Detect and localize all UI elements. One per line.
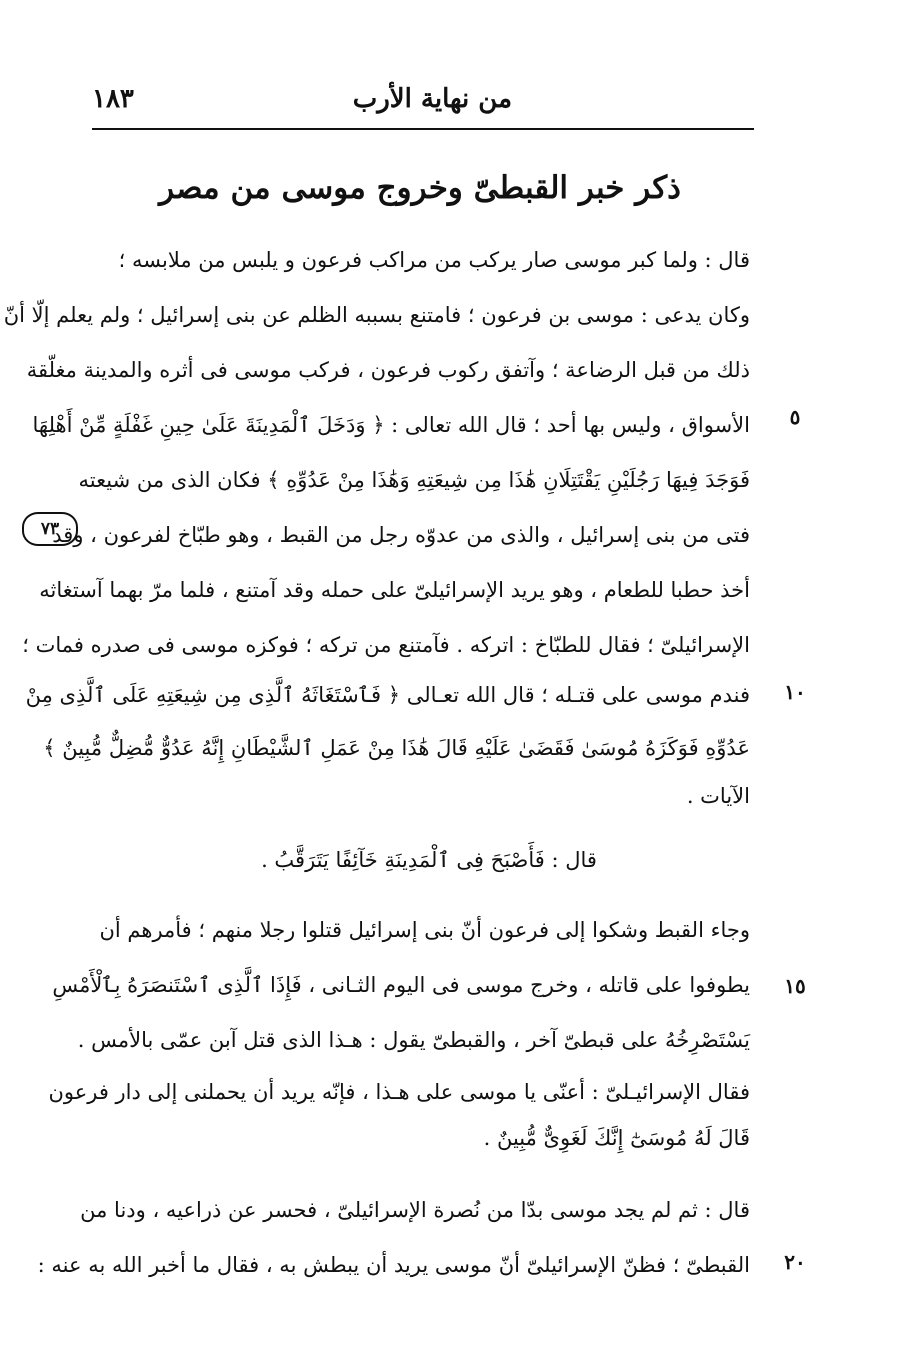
- text-line: يطوفوا على قاتله ، وخرج موسى فى اليوم الثـانى ، فَإِذَا ٱلَّذِى ٱسْتَنصَرَهُ بِٱلْأَمْسِ: [52, 973, 750, 997]
- text-line: أخذ حطبا للطعام ، وهو يريد الإسرائيلىّ على حمله وقد آمتنع ، فلما مرّ بهما آستغاثه: [39, 578, 750, 602]
- line-number-20: ٢٠: [784, 1250, 806, 1274]
- text-line: فقال الإسرائيـلىّ : أعنّى يا موسى على هـذا ، فإنّه يريد أن يحملنى إلى دار فرعون: [48, 1080, 750, 1104]
- text-line: الإسرائيلىّ ؛ فقال للطبّاخ : اتركه . فآمتنع من تركه ؛ فوكزه موسى فى صدره فمات ؛: [22, 633, 750, 657]
- margin-seal: ٧٣: [22, 512, 78, 546]
- line-number-5: ٥: [789, 405, 801, 429]
- text-line: الآيات .: [686, 784, 750, 808]
- chapter-title: ذكر خبر القبطىّ وخروج موسى من مصر: [159, 170, 681, 206]
- line-number-10: ١٠: [784, 680, 806, 704]
- text-line: وجاء القبط وشكوا إلى فرعون أنّ بنى إسرائيل قتلوا رجلا منهم ؛ فأمرهم أن: [99, 918, 750, 942]
- page-number: ١٨٣: [92, 84, 134, 114]
- text-line: ذلك من قبل الرضاعة ؛ وآتفق ركوب فرعون ، فركب موسى فى أثره والمدينة مغلّقة: [26, 358, 750, 382]
- text-line: قال : فَأَصْبَحَ فِى ٱلْمَدِينَةِ خَآئِفًا يَتَرَقَّبُ .: [261, 848, 597, 872]
- text-line: فَوَجَدَ فِيهَا رَجُلَيْنِ يَقْتَتِلَانِ هَٰذَا مِن شِيعَتِهِ وَهَٰذَا مِنْ عَدُوِّهِ ﴾ فكان الذى من شيعته: [78, 468, 750, 492]
- text-line: قال : ثم لم يجد موسى بدّا من نُصرة الإسرائيلىّ ، فحسر عن ذراعيه ، ودنا من: [80, 1198, 750, 1222]
- text-line: فتى من بنى إسرائيل ، والذى من عدوّه رجل من القبط ، وهو طبّاخ لفرعون ، وقد: [52, 523, 750, 547]
- running-title: من نهاية الأرب: [352, 84, 512, 114]
- text-line: قال : ولما كبر موسى صار يركب من مراكب فرعون و يلبس من ملابسه ؛: [118, 248, 750, 272]
- text-line: يَسْتَصْرِخُهُ على قبطىّ آخر ، والقبطىّ يقول : هـذا الذى قتل آبن عمّى بالأمس .: [77, 1028, 750, 1052]
- text-line: القبطىّ ؛ فظنّ الإسرائيلىّ أنّ موسى يريد أن يبطش به ، فقال ما أخبر الله به عنه :: [37, 1253, 750, 1277]
- text-line: الأسواق ، وليس بها أحد ؛ قال الله تعالى : ﴿ وَدَخَلَ ٱلْمَدِينَةَ عَلَىٰ حِينِ غَفْلَةٍ مِّنْ أَهْلِهَا: [32, 413, 750, 437]
- text-line: قَالَ لَهُ مُوسَىٰٓ إِنَّكَ لَغَوِىٌّ مُّبِينٌ .: [483, 1126, 750, 1150]
- text-line: وكان يدعى : موسى بن فرعون ؛ فامتنع بسببه الظلم عن بنى إسرائيل ؛ ولم يعلم إلّا أنّ: [3, 303, 750, 327]
- line-number-15: ١٥: [784, 974, 806, 998]
- text-line: عَدُوِّهِ فَوَكَزَهُ مُوسَىٰ فَقَضَىٰ عَلَيْهِ قَالَ هَٰذَا مِنْ عَمَلِ ٱلشَّيْطَانِ إِنَّهُ عَدُوٌّ مُّضِلٌّ مُّبِينٌ ﴾: [43, 736, 750, 760]
- text-line: فندم موسى على قتـله ؛ قال الله تعـالى ﴿ فَٱسْتَغَاثَهُ ٱلَّذِى مِن شِيعَتِهِ عَلَى ٱلَّذِى مِنْ: [25, 683, 750, 707]
